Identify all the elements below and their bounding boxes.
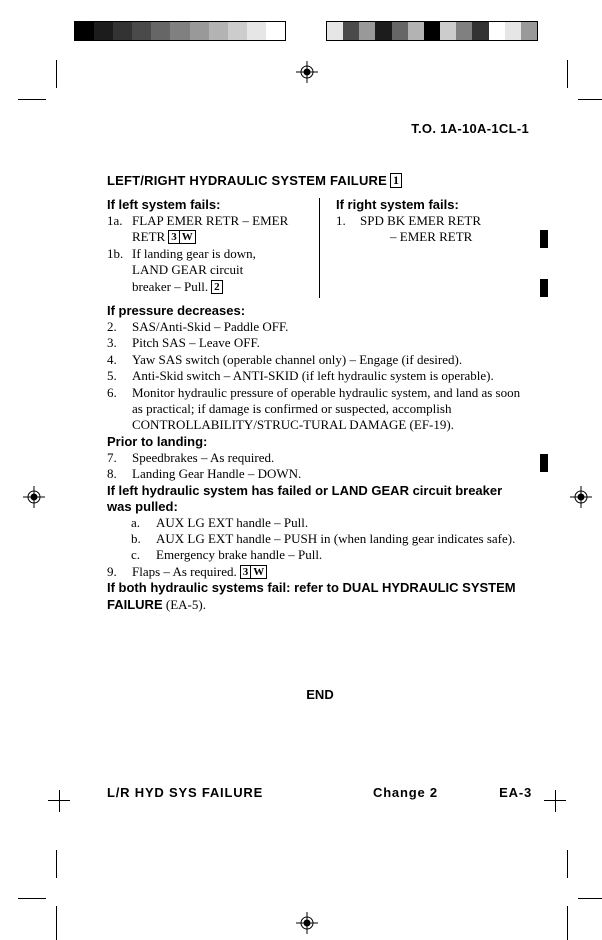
procedure-step — [107, 352, 527, 368]
step-1-text-line1: SPD BK EMER RETR — [360, 213, 481, 228]
step-1a-text: FLAP EMER RETR – EMER RETR — [132, 213, 289, 245]
landing-steps — [107, 450, 527, 483]
calibration-swatch — [190, 22, 209, 40]
left-failed-heading: If left hydraulic system has failed or LAND GEAR circuit breaker was pulled: — [107, 482, 503, 514]
step-1 — [336, 213, 536, 246]
calibration-swatch — [440, 22, 456, 40]
left-system-heading: If left system fails: — [107, 197, 221, 212]
step-text — [132, 213, 312, 246]
calibration-swatch — [489, 22, 505, 40]
step-text: Pitch SAS – Leave OFF. — [132, 335, 260, 351]
warning-box-letter: W — [250, 566, 266, 578]
step-text — [132, 564, 527, 580]
warning-box — [240, 565, 268, 579]
step-text: Monitor hydraulic pressure of operable hydraulic system, and land as soon as practical; if damage is confirmed or suspected, accomplish CONTROLLABILITY/STRUC-TURAL DAMAGE (EF-19). — [132, 384, 521, 433]
calibration-swatch — [113, 22, 132, 40]
calibration-swatch — [408, 22, 424, 40]
calibration-swatch — [375, 22, 391, 40]
step-number: 8. — [107, 466, 117, 482]
substep — [107, 515, 527, 531]
procedure-title-text: LEFT/RIGHT HYDRAULIC SYSTEM FAILURE — [107, 173, 387, 188]
procedure-step — [107, 368, 527, 384]
step-number: c. — [131, 547, 141, 563]
step-number: 2. — [107, 319, 117, 334]
right-system-column — [336, 197, 536, 246]
column-divider — [319, 198, 320, 298]
calibration-swatch — [424, 22, 440, 40]
procedure-step — [107, 335, 527, 351]
step-number: 9. — [107, 563, 117, 579]
calibration-swatch — [94, 22, 113, 40]
note-box: 2 — [211, 280, 223, 294]
warning-box-number: 3 — [242, 565, 249, 578]
step-number: 1b. — [107, 245, 124, 261]
step-text: AUX LG EXT handle – PUSH in (when landing gear indicates safe). — [156, 531, 516, 547]
substep — [107, 531, 527, 547]
registration-mark-right — [570, 486, 592, 508]
registration-mark-bottom — [296, 912, 318, 934]
footer-change-number: Change 2 — [373, 785, 438, 800]
calibration-strip-left — [74, 21, 286, 41]
change-bar — [540, 279, 548, 297]
calibration-swatch — [228, 22, 247, 40]
calibration-swatch — [505, 22, 521, 40]
step-number: 5. — [107, 368, 117, 384]
calibration-strip-right — [326, 21, 538, 41]
left-failed-substeps — [107, 515, 527, 564]
calibration-swatch — [343, 22, 359, 40]
step-1a — [107, 213, 312, 246]
warning-box — [168, 230, 196, 244]
footer-page-number: EA-3 — [499, 785, 532, 800]
note-box: 1 — [390, 173, 402, 188]
warning-box-letter: W — [179, 231, 195, 243]
calibration-swatch — [521, 22, 537, 40]
step-1b — [107, 246, 312, 295]
step-number: 1. — [336, 213, 346, 228]
footer-section-title: L/R HYD SYS FAILURE — [107, 785, 264, 800]
change-bar — [540, 454, 548, 472]
warning-box-number: 3 — [171, 231, 177, 244]
step-text: Landing Gear Handle – DOWN. — [132, 466, 302, 482]
substep — [107, 547, 527, 563]
step-text: SAS/Anti-Skid – Paddle OFF. — [132, 319, 289, 334]
step-text: Speedbrakes – As required. — [132, 449, 275, 465]
step-text: AUX LG EXT handle – Pull. — [156, 514, 309, 530]
step-number: 7. — [107, 449, 117, 465]
procedure-step — [107, 466, 527, 482]
registration-mark-left — [23, 486, 45, 508]
step-1b-text: If landing gear is down, LAND GEAR circuit breaker – Pull. — [132, 245, 256, 294]
registration-mark-top — [296, 61, 318, 83]
right-system-heading: If right system fails: — [336, 197, 459, 212]
calibration-swatch — [392, 22, 408, 40]
procedure-step — [107, 385, 527, 434]
step-text: Emergency brake handle – Pull. — [156, 547, 323, 563]
step-1-text-line2: – EMER RETR — [390, 229, 473, 245]
step-text — [132, 246, 312, 295]
calibration-swatch — [209, 22, 228, 40]
dual-failure-reference — [107, 580, 527, 613]
step-number: 1a. — [107, 213, 123, 228]
dual-failure-text: If both hydraulic systems fail: refer to DUAL HYDRAULIC SYSTEM FAILURE — [107, 580, 516, 612]
step-number: a. — [131, 514, 141, 530]
change-bar — [540, 230, 548, 248]
step-number: 4. — [107, 351, 117, 367]
step-number: 6. — [107, 384, 117, 400]
step-9-text: Flaps – As required. — [132, 563, 237, 579]
procedure-step — [107, 450, 527, 466]
dual-failure-page-ref: (EA-5). — [162, 596, 206, 612]
step-text: Yaw SAS switch (operable channel only) – Engage (if desired). — [132, 351, 463, 367]
step-number: 3. — [107, 335, 117, 351]
pressure-heading: If pressure decreases: — [107, 303, 246, 318]
procedure-step — [107, 319, 527, 335]
calibration-swatch — [266, 22, 285, 40]
calibration-swatch — [327, 22, 343, 40]
left-system-column — [107, 197, 312, 295]
step-text — [360, 213, 536, 246]
step-number: b. — [131, 531, 141, 547]
calibration-swatch — [359, 22, 375, 40]
pressure-steps — [107, 319, 527, 434]
landing-heading: Prior to landing: — [107, 433, 208, 449]
calibration-swatch — [151, 22, 170, 40]
step-9 — [107, 564, 527, 580]
procedure-body — [107, 303, 527, 613]
calibration-swatch — [247, 22, 266, 40]
tech-order-number: T.O. 1A-10A-1CL-1 — [411, 121, 529, 136]
calibration-swatch — [170, 22, 189, 40]
procedure-title — [107, 173, 402, 188]
step-text: Anti-Skid switch – ANTI-SKID (if left hydraulic system is operable). — [132, 368, 494, 384]
calibration-swatch — [472, 22, 488, 40]
calibration-swatch — [456, 22, 472, 40]
calibration-swatch — [132, 22, 151, 40]
end-marker: END — [306, 687, 334, 702]
calibration-swatch — [75, 22, 94, 40]
